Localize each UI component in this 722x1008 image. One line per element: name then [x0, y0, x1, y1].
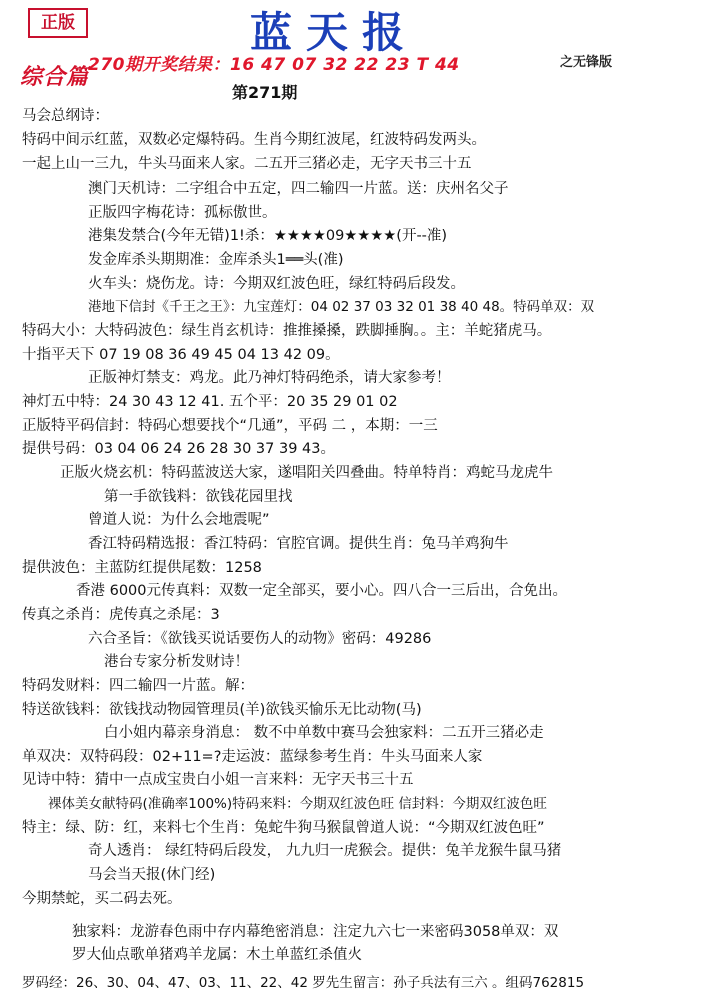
text-line: 第一手欲钱料：欲钱花园里找 — [104, 489, 293, 505]
text-line: 特码中间示红蓝，双数必定爆特码。生肖今期红波尾，红波特码发两头。 — [22, 132, 486, 148]
text-line: 正版四字梅花诗：孤标傲世。 — [88, 205, 277, 221]
text-line: 港集发禁合(今年无错)1!杀：★★★★09★★★★(开--准) — [88, 228, 448, 244]
text-line: 罗大仙点歌单猪鸡羊龙属：木土单蓝红杀值火 — [72, 947, 362, 963]
text-line: 特码大小：大特码波色：绿生肖玄机诗：推推搡搡，跌脚捶胸。。主：羊蛇猪虎马。 — [22, 323, 552, 339]
draw-result: 270期开奖结果：16 47 07 32 22 23 T 44 — [88, 55, 460, 75]
text-line: 见诗中特：猜中一点成宝贵白小姐一言来料：无字天书三十五 — [22, 772, 414, 788]
edition-badge: 正版 — [28, 8, 88, 38]
text-line: 六合圣旨：《欲钱买说话要伤人的动物》密码：49286 — [88, 631, 432, 647]
text-line: 港台专家分析发财诗！ — [104, 654, 249, 670]
text-line: 特送欲钱料：欲钱找动物园管理员(羊)欲钱买愉乐无比动物(马) — [22, 702, 422, 718]
text-line: 澳门天机诗：二字组合中五定，四二输四一片蓝。送：庆州名父子 — [88, 181, 509, 197]
text-line: 今期禁蛇，买二码去死。 — [22, 891, 182, 907]
text-line: 马会总纲诗： — [22, 108, 109, 124]
text-line: 马会当天报(休门经) — [88, 867, 216, 883]
text-line: 香港 6000元传真料：双数一定全部买，要小心。四八合一三后出，合免出。 — [76, 583, 568, 599]
text-line: 提供号码：03 04 06 24 26 28 30 37 39 43。 — [22, 441, 335, 457]
text-line: 特主：绿、防：红，来料七个生肖：兔蛇牛狗马猴鼠曾道人说：“今期双红波色旺” — [22, 820, 545, 836]
text-line: 港地下信封《千王之王》：九宝莲灯：04 02 37 03 32 01 38 40 48。特码单双：双 — [88, 299, 595, 315]
text-line: 正版特平码信封：特码心想要找个“几通”，平码 二 ，本期：一三 — [22, 418, 438, 434]
text-line: 裸体美女献特码(准确率100%)特码来料：今期双红波色旺 信封料：今期双红波色旺 — [48, 796, 547, 812]
text-line: 白小姐内幕亲身消息： 数不中单数中赛马会独家料：二五开三猪必走 — [104, 725, 544, 741]
text-line: 一起上山一三九，牛头马面来人家。二五开三猪必走，无字天书三十五 — [22, 156, 472, 172]
text-line: 独家料：龙游春色雨中存内幕绝密消息：注定九六七一来密码3058单双：双 — [72, 924, 559, 940]
text-line: 神灯五中特：24 30 43 12 41. 五个平：20 35 29 01 02 — [22, 394, 398, 410]
text-line: 正版神灯禁支：鸡龙。此乃神灯特码绝杀，请大家参考！ — [88, 370, 451, 386]
text-line: 罗码经：26、30、04、47、03、11、22、42 罗先生留言：孙子兵法有三六 。组码762815 — [22, 975, 585, 991]
issue-number: 第271期 — [232, 83, 298, 102]
text-line: 传真之杀肖：虎传真之杀尾：3 — [22, 607, 220, 623]
text-line: 发金库杀头期期准：金库杀头1══头(准) — [88, 252, 344, 268]
newspaper-title: 蓝天报 — [250, 8, 419, 57]
text-line: 提供波色：主蓝防红提供尾数：1258 — [22, 560, 262, 576]
text-line: 奇人透肖： 绿红特码后段发， 九九归一虎猴会。提供：兔羊龙猴牛鼠马猪 — [88, 843, 562, 859]
text-line: 正版火烧玄机：特码蓝波送大家，遂唱阳关四叠曲。特单特肖：鸡蛇马龙虎牛 — [60, 465, 553, 481]
text-line: 火车头：烧伤龙。诗：今期双红波色旺，绿红特码后段发。 — [88, 276, 465, 292]
text-line: 曾道人说：为什么会地震呢” — [88, 512, 270, 528]
section-title: 综合篇 — [20, 65, 90, 90]
text-line: 特码发财料：四二输四一片蓝。解： — [22, 678, 254, 694]
text-line: 香江特码精选报：香江特码：官腔官调。提供生肖：兔马羊鸡狗牛 — [88, 536, 509, 552]
text-line: 十指平天下 07 19 08 36 49 45 04 13 42 09。 — [22, 347, 340, 363]
edition-label: 之无锋版 — [560, 55, 613, 70]
text-line: 单双决：双特码段：02+11=?走运波：蓝绿参考生肖：牛头马面来人家 — [22, 749, 483, 765]
